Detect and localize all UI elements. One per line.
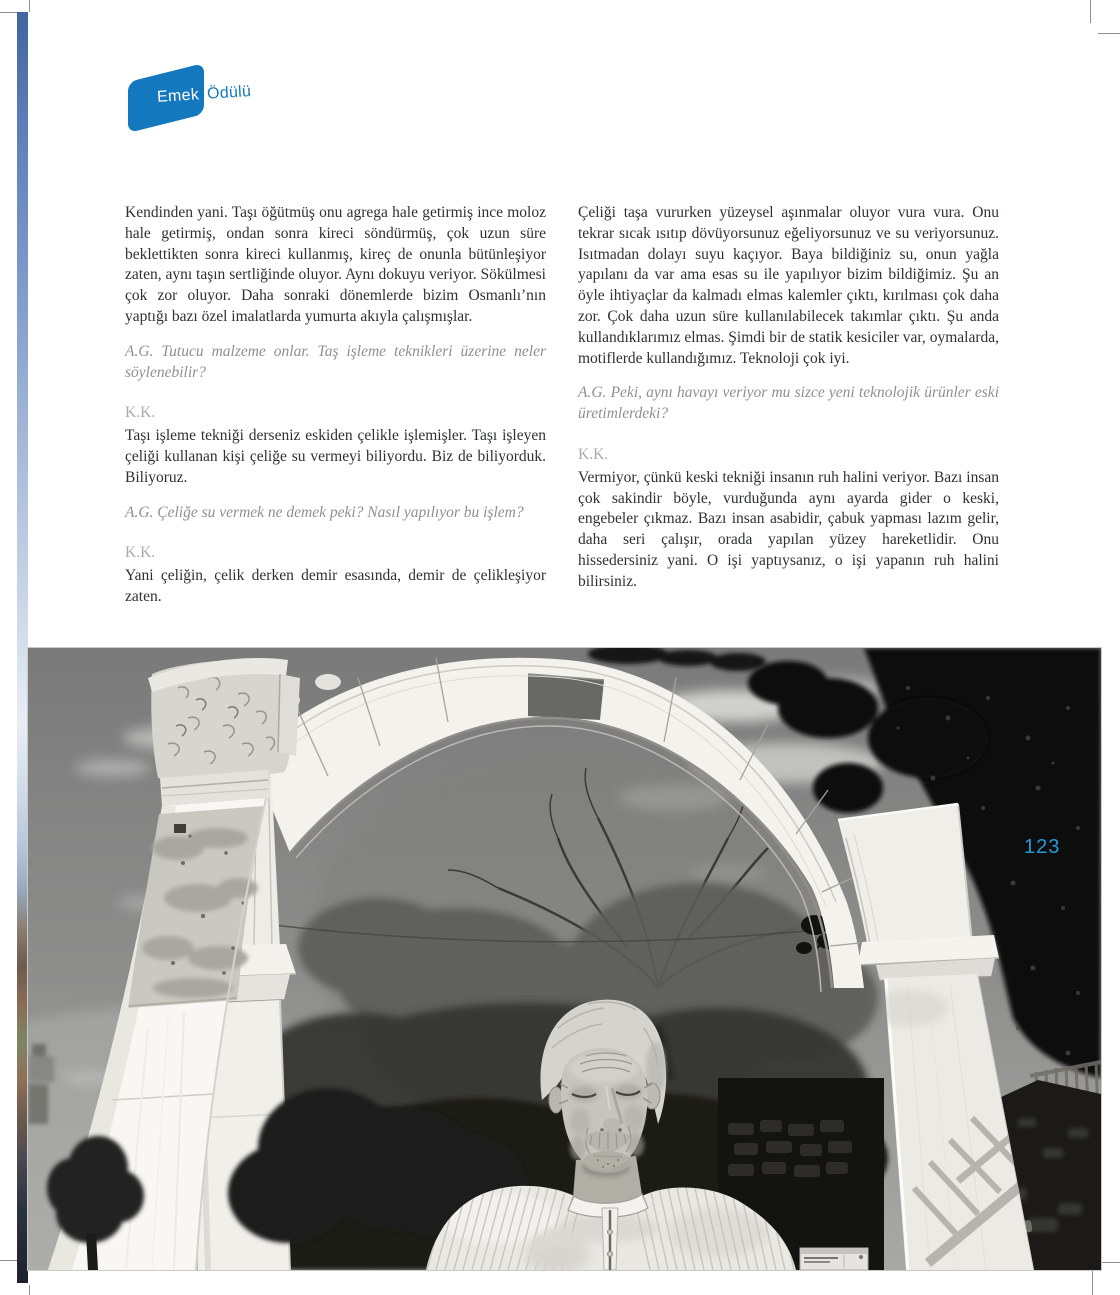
dark-voussoir xyxy=(528,674,604,720)
shirt-button xyxy=(608,1230,613,1235)
answer-paragraph: Kendinden yani. Taşı öğütmüş onu agrega hale getirmiş ince moloz hale getirmiş, ondan sonra kireci söndürmüş, çok uzun süre beklettikten sonra kireci kullanmış, kireç de onunla bütünleşiyor zaten, aynı taşın sertliğinde oluyor. Aynı dokuyu veriyor. Sökülmesi çok zor oluyor. Daha sonraki dönemlerde bizim Osmanlı’nın yaptığı bazı özel imalatlarda yumurta akıyla çalışmışlar. xyxy=(125,204,546,325)
column-socket-hole xyxy=(174,824,186,833)
interview-columns xyxy=(125,203,999,608)
award-badge-word-rest: Ödülü xyxy=(206,83,252,103)
shirt-button xyxy=(608,1252,613,1257)
crop-mark-bottom-left-h xyxy=(0,1260,17,1261)
info-sign xyxy=(800,1248,868,1270)
answer-paragraph: Yani çeliğin, çelik derken demir esasında, demir de çelikleşiyor zaten. xyxy=(125,567,546,605)
stubble-chin xyxy=(583,1151,631,1173)
photo-illustration xyxy=(28,648,1101,1270)
crop-mark-top-left-v xyxy=(29,0,30,12)
interviewer-question: A.G. Tutucu malzeme onlar. Taş işleme teknikleri üzerine neler söylenebilir? xyxy=(125,342,546,381)
crop-mark-top-right-h xyxy=(1098,33,1120,34)
award-badge-word-highlight: Emek xyxy=(156,86,200,106)
crop-mark-bottom-left-v xyxy=(29,1285,30,1295)
ear xyxy=(549,1087,563,1113)
interview-column-left xyxy=(125,203,546,608)
crop-mark-top-right-v xyxy=(1090,0,1091,23)
page-number: 123 xyxy=(1024,836,1061,858)
interview-column-right xyxy=(578,203,999,608)
interviewer-question: A.G. Peki, aynı havayı veriyor mu sizce yeni teknolojik ürünler eski üretimlerdeki? xyxy=(578,384,999,423)
photo-arch-and-stonemason xyxy=(28,648,1101,1270)
facing-page-edge-image xyxy=(17,12,28,1283)
crop-mark-bottom-right-h xyxy=(1101,1262,1120,1263)
speaker-label: K.K. xyxy=(125,404,156,422)
crop-mark-bottom-right-v xyxy=(1092,1270,1093,1295)
answer-paragraph: Taşı işleme tekniği derseniz eskiden çelikle işlemişler. Taşı işleyen çeliği kullanan kişi çeliğe su vermeyi biliyordu. Biz de biliyorduk. Biliyoruz. xyxy=(125,427,546,486)
interviewer-question: A.G. Çeliğe su vermek ne demek peki? Nasıl yapılıyor bu işlem? xyxy=(125,503,524,521)
crop-mark-top-left-h xyxy=(0,12,17,13)
speaker-label: K.K. xyxy=(125,544,156,562)
answer-paragraph: Çeliği taşa vururken yüzeysel aşınmalar oluyor vura vura. Onu tekrar sıcak ısıtıp dövüyorsunuz eğeliyorsunuz ve su veriyorsunuz. Isıtmadan dolayı suyu kaçıyor. Baya bildiğiniz su, onun yağla yapılanı da var ama esas su ile yapılıyor bizim bildiğimiz. Şu an öyle ihtiyaçlar da kalmadı elmas kalemler çıktı, kırılması çok daha zor. Çok daha uzun süre kullanılabilecek takımlar çıktı. Şu anda kullandıklarımız elmas. Şimdi bir de statik kesiciler var, oymalarda, motiflerde kullandığımız. Teknoloji çok iyi. xyxy=(578,204,999,367)
speaker-label: K.K. xyxy=(578,445,609,463)
answer-paragraph: Vermiyor, çünkü keski tekniği insanın ruh halini veriyor. Bazı insan çok sakindir böyle, vurduğunda aynı ayarda gider o keski, engebeler çıkmaz. Bazı insan asabidir, çabuk yapması lazım gelir, daha seri çalışır, orada yapılan yüzey hareketlidir. Onu hissedersiniz yani. O işi yaptıysanız, o işi yapanın ruh halini bilirsiniz. xyxy=(578,468,999,590)
